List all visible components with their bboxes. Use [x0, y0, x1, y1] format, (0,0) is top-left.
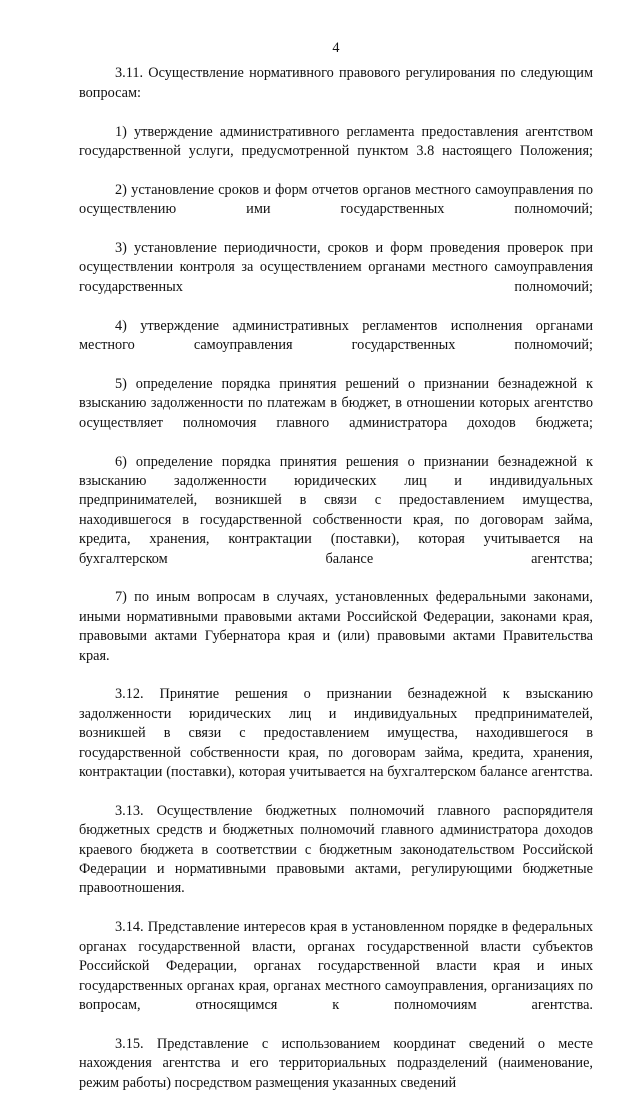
paragraph-item-2: 2) установление сроков и форм отчетов органов местного самоуправления по осуществлению ими государственных полномочий;: [79, 181, 593, 218]
paragraph-item-3: 3) установление периодичности, сроков и форм проведения проверок при осуществлении контроля за осуществлением органами местного самоуправления государственных полномочий;: [79, 240, 593, 295]
paragraph-item-7: 7) по иным вопросам в случаях, установленных федеральными законами, иными нормативными правовыми актами Российской Федерации, законами края, правовыми актами Губернатора края и (или) правовыми актами Правительства края.: [79, 589, 593, 664]
paragraph-item-1: 1) утверждение административного регламента предоставления агентством государственной услуги, предусмотренной пунктом 3.8 настоящего Положения;: [79, 123, 593, 160]
paragraph-item-6: 6) определение порядка принятия решения о признании безнадежной к взысканию задолженности юридических лиц и индивидуальных предпринимателей, возникшей в связи с предоставлением имущества, находившегося в государственной собственности края, по договорам займа, кредита, хранения, контрактации (поставки), которая учитывается на бухгалтерском балансе агентства;: [79, 453, 593, 567]
paragraph-3-13: 3.13. Осуществление бюджетных полномочий главного распорядителя бюджетных средств и бюджетных полномочий главного администратора доходов краевого бюджета в соответствии с бюджетным законодательством Российской Федерации и нормативными правовыми актами, регулирующими бюджетные правоотношения.: [79, 802, 593, 897]
paragraph-3-15: 3.15. Представление с использованием координат сведений о месте нахождения агентства и его территориальных подразделений (наименование, режим работы) посредством размещения указанных сведений: [79, 1035, 593, 1091]
paragraph-item-5: 5) определение порядка принятия решений о признании безнадежной к взысканию задолженности по платежам в бюджет, в отношении которых агентство осуществляет полномочия главного администратора доходов бюджета;: [79, 375, 593, 431]
paragraph-3-14: 3.14. Представление интересов края в установленном порядке в федеральных органах государственной власти, органах государственной власти субъектов Российской Федерации, органах государственной власти края и иных государственных органах края, органах местного самоуправления, организациях по вопросам, относящимся к полномочиям агентства.: [79, 919, 593, 1013]
paragraph-3-11: 3.11. Осуществление нормативного правового регулирования по следующим вопросам:: [79, 65, 593, 101]
page-number: 4: [332, 40, 340, 56]
paragraph-3-12: 3.12. Принятие решения о признании безнадежной к взысканию задолженности юридических лиц и индивидуальных предпринимателей, возникшей в связи с предоставлением имущества, находившегося в государственной собственности края, по договорам займа, кредита, хранения, контрактации (поставки), которая учитывается на бухгалтерском балансе агентства.: [79, 686, 593, 781]
paragraph-item-4: 4) утверждение административных регламентов исполнения органами местного самоуправления государственных полномочий;: [79, 317, 593, 354]
